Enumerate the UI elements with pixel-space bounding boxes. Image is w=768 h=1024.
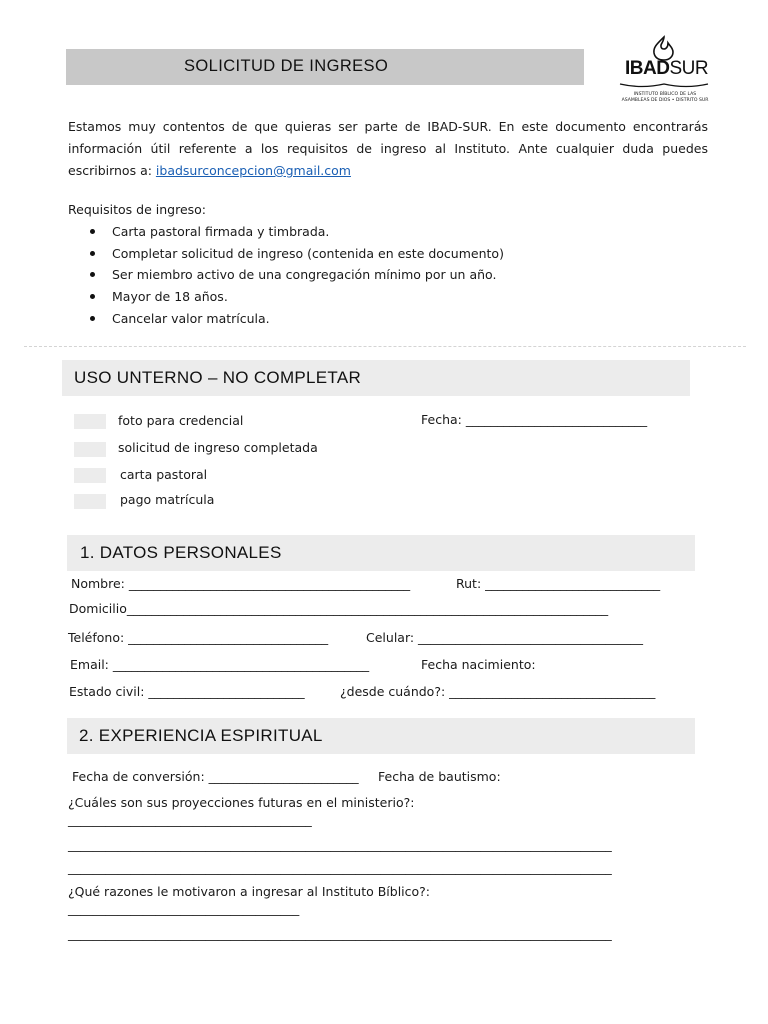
answer-line[interactable]: _______________________________________ bbox=[68, 812, 312, 827]
page-title: SOLICITUD DE INGRESO bbox=[184, 57, 389, 75]
title-bar bbox=[66, 49, 584, 85]
question-motivation: ¿Qué razones le motivaron a ingresar al Instituto Bíblico?: bbox=[68, 884, 431, 899]
spiritual-experience-header bbox=[67, 718, 695, 754]
rut-field[interactable]: Rut: ____________________________ bbox=[456, 576, 661, 591]
book-underline-icon bbox=[618, 80, 710, 90]
list-item: Carta pastoral firmada y timbrada. bbox=[88, 222, 504, 244]
fecha-field[interactable]: Fecha: _____________________________ bbox=[421, 412, 648, 427]
logo-tagline: INSTITUTO BÍBLICO DE LAS ASAMBLEAS DE DIOS • DISTRITO SUR bbox=[621, 92, 709, 103]
checkbox-payment[interactable] bbox=[74, 494, 106, 509]
estado-civil-field[interactable]: Estado civil: _________________________ bbox=[69, 684, 305, 699]
list-item: Cancelar valor matrícula. bbox=[88, 309, 504, 331]
domicilio-field[interactable]: Domicilio_____________________________________________________________________________ bbox=[69, 601, 609, 616]
intro-paragraph bbox=[68, 116, 708, 182]
check-label-payment: pago matrícula bbox=[120, 492, 215, 507]
answer-line[interactable]: _______________________________________________________________________________________ bbox=[68, 926, 612, 941]
requirements-list bbox=[88, 222, 504, 330]
desde-cuando-field[interactable]: ¿desde cuándo?: _________________________________ bbox=[340, 684, 656, 699]
list-item: Ser miembro activo de una congregación mínimo por un año. bbox=[88, 265, 504, 287]
question-ministry: ¿Cuáles son sus proyecciones futuras en el ministerio?: bbox=[68, 795, 415, 810]
fecha-conversion-field[interactable]: Fecha de conversión: ________________________ bbox=[72, 769, 359, 784]
personal-data-header bbox=[67, 535, 695, 571]
answer-line[interactable]: _______________________________________________________________________________________ bbox=[68, 837, 612, 852]
fecha-bautismo-field[interactable]: Fecha de bautismo: bbox=[378, 769, 501, 784]
check-label-pastoral-letter: carta pastoral bbox=[120, 467, 208, 482]
logo-wordmark: IBADSUR bbox=[625, 58, 709, 79]
answer-line[interactable]: _____________________________________ bbox=[68, 901, 300, 916]
section-title: USO UNTERNO – NO COMPLETAR bbox=[74, 368, 362, 387]
requirements-title: Requisitos de ingreso: bbox=[68, 202, 207, 217]
checkbox-application[interactable] bbox=[74, 442, 106, 457]
checkbox-pastoral-letter[interactable] bbox=[74, 468, 106, 483]
list-item: Mayor de 18 años. bbox=[88, 287, 504, 309]
checkbox-photo[interactable] bbox=[74, 414, 106, 429]
nombre-field[interactable]: Nombre: _____________________________________________ bbox=[71, 576, 411, 591]
intro-text: Estamos muy contentos de que quieras ser parte de IBAD-SUR. En este documento encontrarás información útil referente a los requisitos de ingreso al Instituto. Ante cualquier duda puedes escribirnos a: bbox=[68, 119, 708, 178]
celular-field[interactable]: Celular: ____________________________________ bbox=[366, 630, 644, 645]
check-label-photo: foto para credencial bbox=[118, 413, 244, 428]
ibad-sur-logo bbox=[618, 34, 710, 106]
answer-line[interactable]: _______________________________________________________________________________________ bbox=[68, 860, 612, 875]
telefono-field[interactable]: Teléfono: ________________________________ bbox=[68, 630, 329, 645]
internal-use-header bbox=[62, 360, 690, 396]
list-item: Completar solicitud de ingreso (contenida en este documento) bbox=[88, 244, 504, 266]
email-field[interactable]: Email: _________________________________________ bbox=[70, 657, 370, 672]
check-label-application: solicitud de ingreso completada bbox=[118, 440, 318, 455]
dotted-divider bbox=[24, 346, 746, 347]
fecha-nacimiento-field[interactable]: Fecha nacimiento: bbox=[421, 657, 536, 672]
section-title: 1. DATOS PERSONALES bbox=[80, 543, 282, 562]
email-link[interactable]: ibadsurconcepcion@gmail.com bbox=[155, 163, 351, 178]
section-title: 2. EXPERIENCIA ESPIRITUAL bbox=[79, 726, 323, 745]
